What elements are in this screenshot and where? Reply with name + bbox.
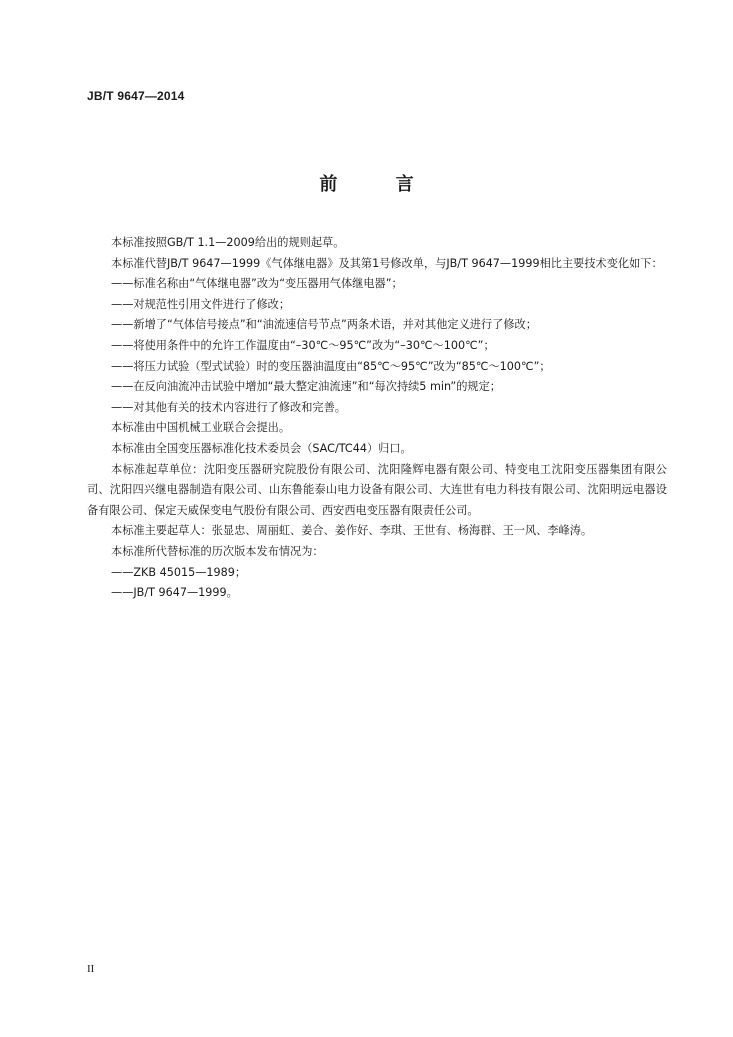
change-item: ——对其他有关的技术内容进行了修改和完善。 (111, 400, 346, 414)
page-title: 前 言 (319, 174, 440, 195)
foreword-body (87, 233, 667, 604)
paragraph-drafting-rule: 本标准按照GB/T 1.1—2009给出的规则起草。 (111, 236, 345, 249)
paragraph-drafting-units: 本标准起草单位：沈阳变压器研究院股份有限公司、沈阳隆辉电器有限公司、特变电工沈阳变压器集团有限公司、沈阳四兴继电器制造有限公司、山东鲁能泰山电力设备有限公司、大连世有电力科技有限公司、沈阳明远电器设备有限公司、保定天威保变电气股份有限公司、西安西电变压器有限责任公司。 (87, 462, 667, 517)
history-item: ——ZKB 45015—1989； (111, 565, 247, 579)
change-item: ——将压力试验（型式试验）时的变压器油温度由“85℃～95℃”改为“85℃～100℃”； (111, 359, 551, 373)
paragraph-drafters: 本标准主要起草人：张显忠、周丽虹、姜合、姜作好、李琪、王世有、杨海群、王一风、李峰涛。 (111, 524, 593, 538)
paragraph-replacement-note: 本标准代替JB/T 9647—1999《气体继电器》及其第1号修改单，与JB/T 9647—1999相比主要技术变化如下： (111, 256, 663, 270)
paragraph-history-intro: 本标准所代替标准的历次版本发布情况为： (111, 544, 324, 558)
change-item: ——在反向油流冲击试验中增加“最大整定油流速”和“每次持续5 min”的规定； (111, 380, 501, 394)
change-item: ——新增了“气体信号接点”和“油流速信号节点”两条术语，并对其他定义进行了修改； (111, 318, 537, 332)
change-item: ——对规范性引用文件进行了修改； (111, 297, 291, 311)
change-item: ——标准名称由“气体继电器”改为“变压器用气体继电器”； (111, 277, 403, 291)
page-number: II (87, 963, 95, 975)
paragraph-administrator: 本标准由全国变压器标准化技术委员会（SAC/TC44）归口。 (111, 441, 412, 455)
paragraph-proposer: 本标准由中国机械工业联合会提出。 (111, 421, 291, 435)
history-item: ——JB/T 9647—1999。 (111, 586, 238, 600)
standard-code: JB/T 9647—2014 (87, 89, 185, 103)
change-item: ——将使用条件中的允许工作温度由“–30℃～95℃”改为“–30℃～100℃”； (111, 338, 495, 352)
